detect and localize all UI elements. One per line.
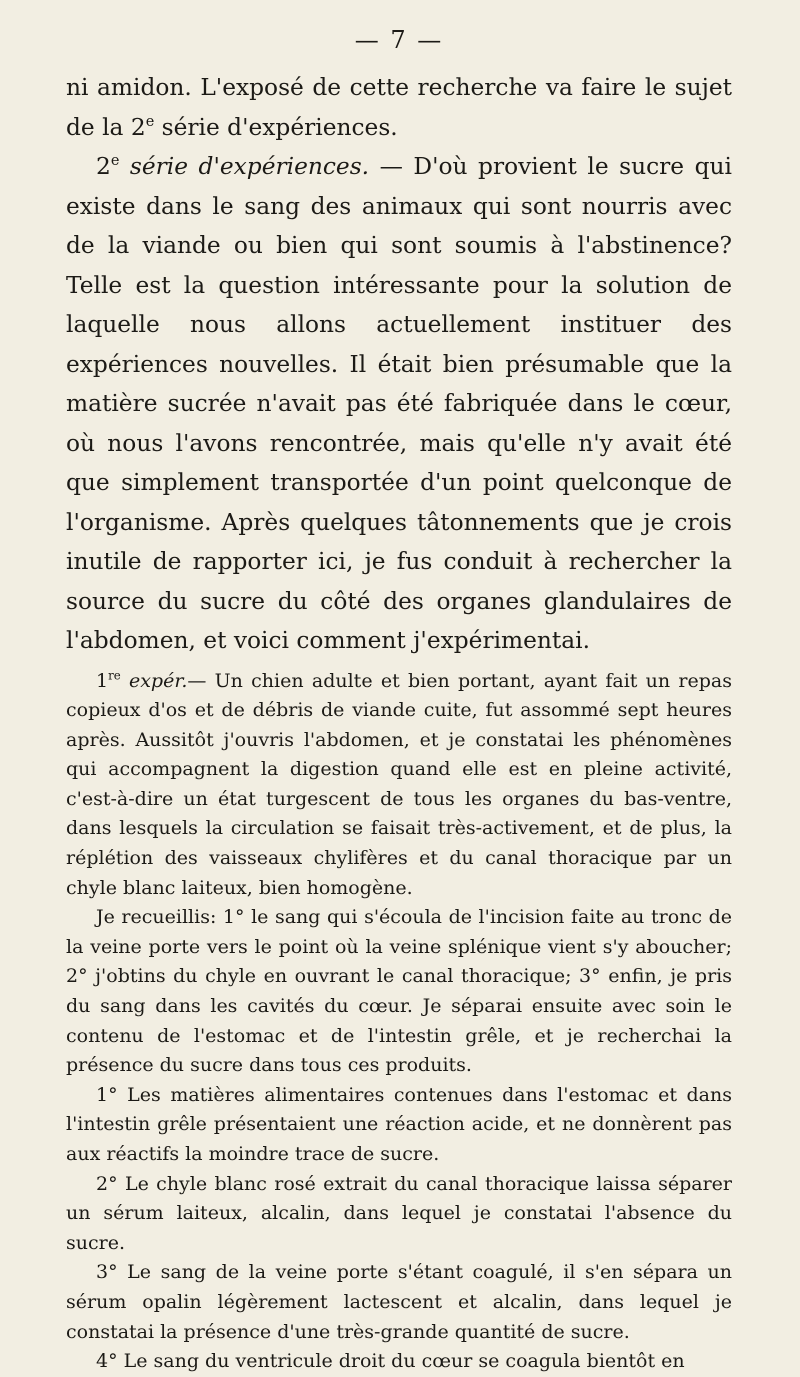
paragraph-result-1: 1° Les matières alimentaires contenues dans l'estomac et dans l'intestin grêle présentaient une réaction acide, et ne donnèrent pas aux réactifs la moindre trace de sucre. [66, 1083, 732, 1165]
paragraph-first-experiment [66, 667, 732, 904]
section-number: 2 [96, 153, 111, 180]
intro-text: ni amidon. L'exposé de cette recherche va faire le sujet de la [66, 74, 732, 141]
section-superscript: e [110, 153, 120, 170]
page-number: — 7 — [354, 26, 444, 54]
series-superscript: e [145, 113, 155, 130]
paragraph-result-3: 3° Le sang de la veine porte s'étant coagulé, il s'en sépara un sérum opalin légèrement lactescent et alcalin, dans lequel je constatai la présence d'une très-grande quantité de sucre. [66, 1261, 732, 1343]
experiment-superscript: re [108, 668, 121, 683]
paragraph-intro-continuation [66, 68, 732, 147]
experiment-heading: expér. [120, 669, 188, 692]
paragraph-result-4: 4° Le sang du ventricule droit du cœur se coagula bientôt en [96, 1350, 685, 1373]
series-text: série d'expériences. [154, 113, 398, 141]
paragraph-result-2: 2° Le chyle blanc rosé extrait du canal thoracique laissa séparer un sérum laiteux, alcalin, dans lequel je constatai l'absence du sucre. [66, 1172, 732, 1254]
paragraph-second-series [66, 147, 732, 661]
series-number: 2 [130, 113, 146, 141]
section-heading: série d'expériences. [119, 153, 370, 180]
section-body: — D'où provient le sucre qui existe dans le sang des animaux qui sont nourris avec de la viande ou bien qui sont soumis à l'abstinence? Telle est la question intéressante pour la solution de laquelle nous allons actuellement instituer des expériences nouvelles. Il était bien présumable que la matière sucrée n'avait pas été fabriquée dans le cœur, où nous l'avons rencontrée, mais qu'elle n'y avait été que simplement transportée d'un point quelconque de l'organisme. Après quelques tâtonnements que je crois inutile de rapporter ici, je fus conduit à rechercher la source du sucre du côté des organes glandulaires de l'abdomen, et voici comment j'expérimentai. [66, 153, 732, 654]
paragraph-collection: Je recueillis: 1° le sang qui s'écoula de l'incision faite au tronc de la veine porte vers le point où la veine splénique vient s'y aboucher; 2° j'obtins du chyle en ouvrant le canal thoracique; 3° enfin, je pris du sang dans les cavités du cœur. Je séparai ensuite avec soin le contenu de l'estomac et de l'intestin grêle, et je recherchai la présence du sucre dans tous ces produits. [66, 906, 732, 1077]
experiment-number: 1 [96, 669, 109, 692]
experiment-body: — Un chien adulte et bien portant, ayant fait un repas copieux d'os et de débris de viande cuite, fut assommé sept heures après. Aussitôt j'ouvris l'abdomen, et je constatai les phénomènes qui accompagnent la digestion quand elle est en pleine activité, c'est-à-dire un état turgescent de tous les organes du bas-ventre, dans lesquels la circulation se faisait très-activement, et de plus, la réplétion des vaisseaux chylifères et du canal thoracique par un chyle blanc laiteux, bien homogène. [66, 669, 733, 899]
